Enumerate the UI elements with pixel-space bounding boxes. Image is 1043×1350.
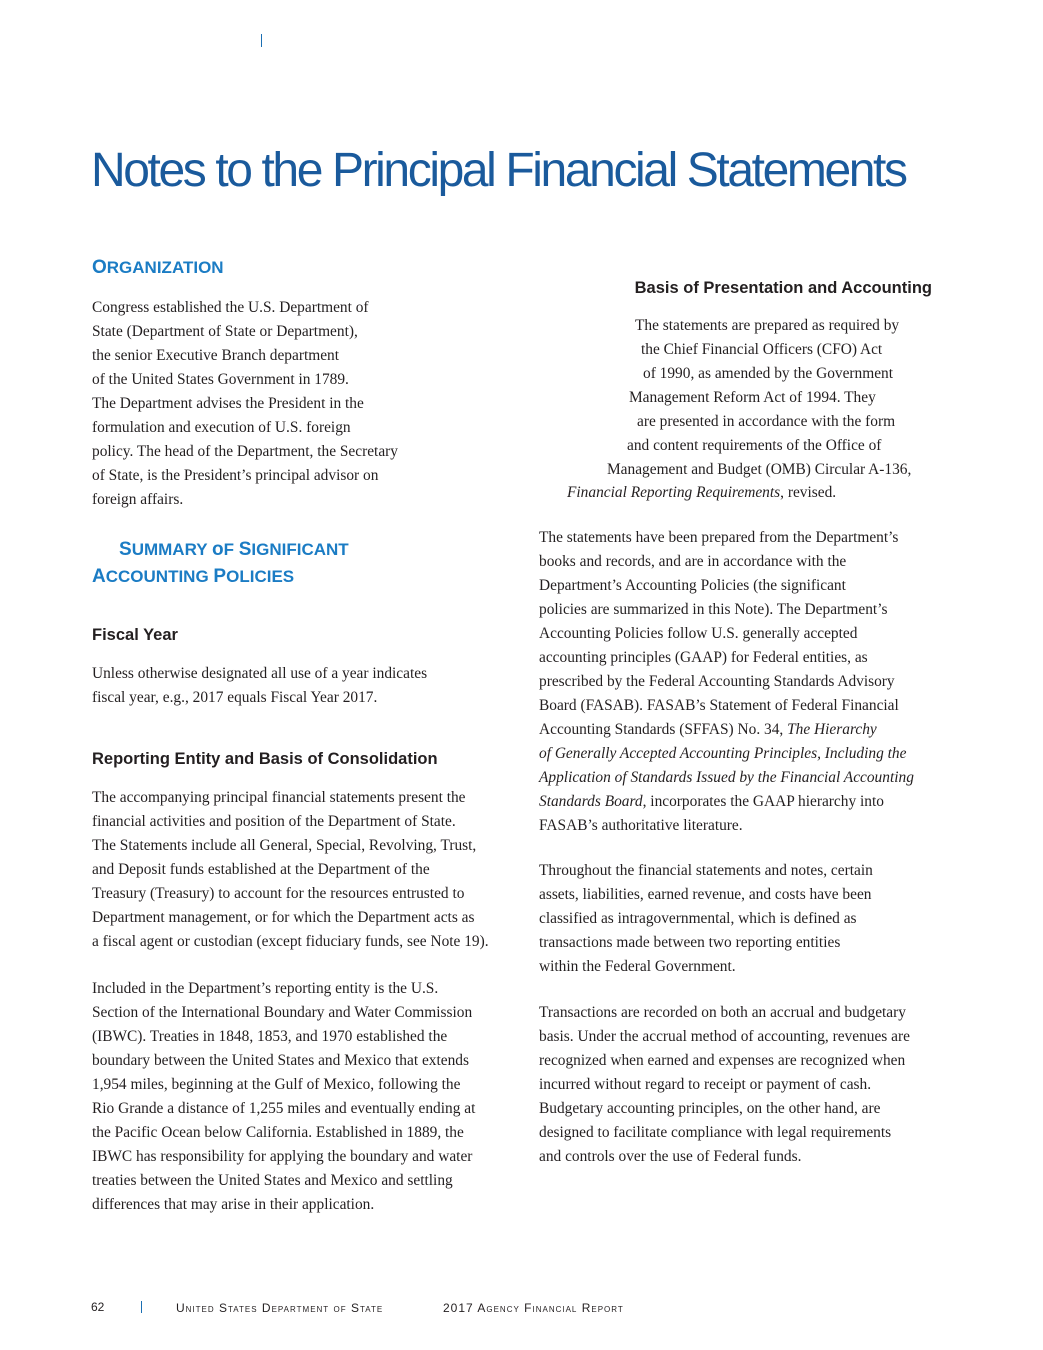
gaap-line-10: of Generally Accepted Accounting Principles, Including the [539,745,907,762]
ibwc-line: IBWC has responsibility for applying the boundary and water [92,1148,473,1165]
gaap-line: policies are summarized in this Note). The Department’s [539,601,888,618]
ibwc-line: Included in the Department’s reporting entity is the U.S. [92,980,439,997]
reporting-entity-line: financial activities and position of the Department of State. [92,813,456,830]
basis-line: Management and Budget (OMB) Circular A-136, [607,461,912,478]
fiscal-year-line: Unless otherwise designated all use of a year indicates [92,665,428,682]
summary-heading-line-2: ACCOUNTING POLICIES [92,566,295,587]
intragovernmental-line: Throughout the financial statements and notes, certain [539,862,873,879]
reporting-entity-line: Department management, or for which the Department acts as [92,909,475,926]
gaap-line: prescribed by the Federal Accounting Standards Advisory [539,673,895,690]
footer-divider [141,1301,142,1313]
basis-line: are presented in accordance with the form [637,413,896,430]
gaap-line: books and records, and are in accordance with the [539,553,847,570]
reporting-entity-line: a fiscal agent or custodian (except fiduciary funds, see Note 19). [92,933,489,950]
ibwc-line: Rio Grande a distance of 1,255 miles and eventually ending at [92,1100,476,1117]
page-number: 62 [91,1300,105,1314]
fiscal-year-heading: Fiscal Year [92,626,178,644]
accrual-line: designed to facilitate compliance with legal requirements [539,1124,892,1141]
ibwc-line: treaties between the United States and Mexico and settling [92,1172,453,1189]
basis-last-line: Financial Reporting Requirements, revised. [567,484,837,501]
header-divider-tick [261,34,262,47]
accrual-line: and controls over the use of Federal funds. [539,1148,802,1165]
ibwc-line: 1,954 miles, beginning at the Gulf of Mexico, following the [92,1076,461,1093]
accrual-line: Budgetary accounting principles, on the other hand, are [539,1100,881,1117]
accrual-line: basis. Under the accrual method of accounting, revenues are [539,1028,910,1045]
basis-line: Management Reform Act of 1994. They [629,389,876,406]
page-footer [0,1300,1043,1318]
organization-heading: ORGANIZATION [92,257,224,278]
basis-line: the Chief Financial Officers (CFO) Act [641,341,883,358]
organization-line: State (Department of State or Department), [92,323,358,340]
organization-line: the senior Executive Branch department [92,347,340,364]
basis-line: The statements are prepared as required by [635,317,900,334]
ibwc-line: (IBWC). Treaties in 1848, 1853, and 1970 established the [92,1028,448,1045]
basis-heading: Basis of Presentation and Accounting [634,279,932,297]
gaap-line: accounting principles (GAAP) for Federal entities, as [539,649,868,666]
gaap-line: Accounting Policies follow U.S. generally accepted [539,625,858,642]
gaap-line: The statements have been prepared from the Department’s [539,529,899,546]
organization-line: policy. The head of the Department, the Secretary [92,443,398,460]
fiscal-year-line: fiscal year, e.g., 2017 equals Fiscal Year 2017. [92,689,378,706]
gaap-line-12: Standards Board, incorporates the GAAP hierarchy into [539,793,884,810]
page-title: Notes to the Principal Financial Statements [91,144,906,197]
reporting-entity-line: Treasury (Treasury) to account for the resources entrusted to [92,885,465,902]
reporting-entity-line: The Statements include all General, Special, Revolving, Trust, [92,837,477,854]
organization-line: of State, is the President’s principal advisor on [92,467,379,484]
summary-heading-line-1: SUMMARY oF SIGNIFICANT [119,539,349,560]
ibwc-line: the Pacific Ocean below California. Established in 1889, the [92,1124,464,1141]
gaap-line: Department’s Accounting Policies (the significant [539,577,846,594]
intragovernmental-line: transactions made between two reporting entities [539,934,841,951]
reporting-entity-line: The accompanying principal financial statements present the [92,789,466,806]
footer-report-title: 2017 Agency Financial Report [443,1301,624,1315]
organization-line: formulation and execution of U.S. foreign [92,419,351,436]
intragovernmental-line: within the Federal Government. [539,958,736,975]
ibwc-line: differences that may arise in their application. [92,1196,375,1213]
organization-line: The Department advises the President in the [92,395,364,412]
intragovernmental-line: assets, liabilities, earned revenue, and costs have been [539,886,872,903]
footer-department: United States Department of State [176,1301,384,1315]
reporting-entity-line: and Deposit funds established at the Department of the [92,861,430,878]
organization-line: Congress established the U.S. Department of [92,299,369,316]
gaap-line: Board (FASAB). FASAB’s Statement of Federal Financial [539,697,899,714]
organization-line: foreign affairs. [92,491,184,508]
basis-line: of 1990, as amended by the Government [643,365,894,382]
accrual-line: incurred without regard to receipt or payment of cash. [539,1076,872,1093]
gaap-line-9: Accounting Standards (SFFAS) No. 34, The Hierarchy [539,721,877,738]
organization-line: of the United States Government in 1789. [92,371,349,388]
accrual-line: recognized when earned and expenses are recognized when [539,1052,906,1069]
intragovernmental-line: classified as intragovernmental, which is defined as [539,910,857,927]
basis-line: and content requirements of the Office of [627,437,882,454]
ibwc-line: boundary between the United States and Mexico that extends [92,1052,469,1069]
gaap-line-11: Application of Standards Issued by the Financial Accounting [539,769,914,786]
accrual-line: Transactions are recorded on both an accrual and budgetary [539,1004,906,1021]
ibwc-line: Section of the International Boundary and Water Commission [92,1004,473,1021]
reporting-entity-heading: Reporting Entity and Basis of Consolidation [92,750,438,768]
gaap-line-13: FASAB’s authoritative literature. [539,817,743,834]
